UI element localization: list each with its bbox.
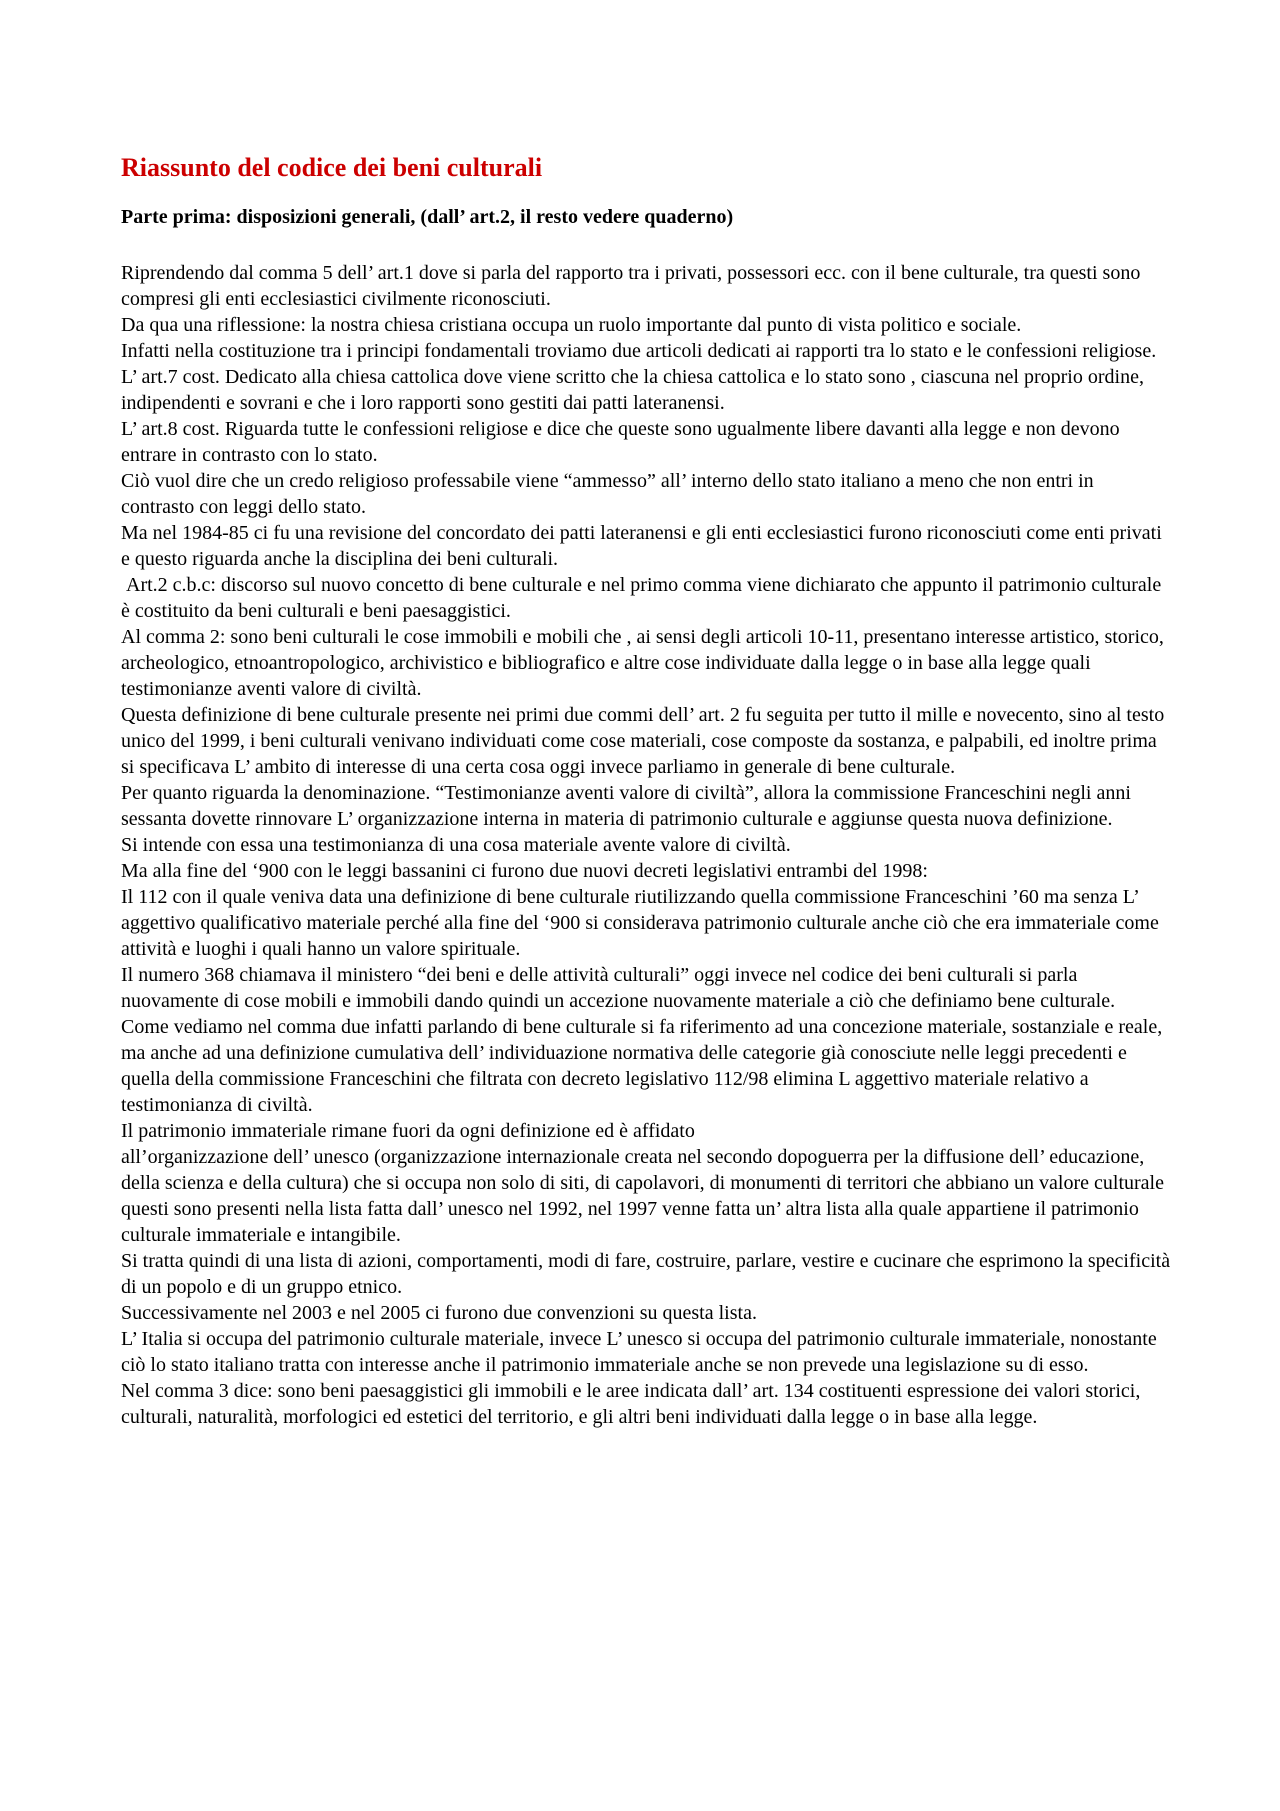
paragraph: Il patrimonio immateriale rimane fuori da ogni definizione ed è affidato <box>121 1120 695 1142</box>
paragraph: Al comma 2: sono beni culturali le cose immobili e mobili che , ai sensi degli articoli 10-11, presentano interesse artistico, storico, archeologico, etnoantropologico, archivistico e bibliografico e altre cose individuate dalla legge o in base alla legge quali testimonianze aventi valore di civiltà. <box>121 626 1164 700</box>
paragraph: Ma alla fine del ‘900 con le leggi bassanini ci furono due nuovi decreti legislativi entrambi del 1998: <box>121 860 928 882</box>
paragraph: Questa definizione di bene culturale presente nei primi due commi dell’ art. 2 fu seguita per tutto il mille e novecento, sino al testo unico del 1999, i beni culturali venivano individuati come cose materiali, cose composte da sostanza, e palpabili, ed inoltre prima si specificava L’ ambito di interesse di una certa cosa oggi invece parliamo in generale di bene culturale. <box>121 704 1165 778</box>
paragraph: Per quanto riguarda la denominazione. “Testimonianze aventi valore di civiltà”, allora la commissione Franceschini negli anni sessanta dovette rinnovare L’ organizzazione interna in materia di patrimonio culturale e aggiunse questa nuova definizione. <box>121 782 1131 830</box>
paragraph: Infatti nella costituzione tra i principi fondamentali troviamo due articoli dedicati ai rapporti tra lo stato e le confessioni religiose. <box>121 340 1157 362</box>
paragraph: Ciò vuol dire che un credo religioso professabile viene “ammesso” all’ interno dello stato italiano a meno che non entri in contrasto con leggi dello stato. <box>121 470 1094 518</box>
paragraph: Il 112 con il quale veniva data una definizione di bene culturale riutilizzando quella commissione Franceschini ’60 ma senza L’ aggettivo qualificativo materiale perché alla fine del ‘900 si considerava patrimonio culturale anche ciò che era immateriale come attività e luoghi i quali hanno un valore spirituale. <box>121 886 1159 960</box>
paragraph: Ma nel 1984-85 ci fu una revisione del concordato dei patti lateranensi e gli enti ecclesiastici furono riconosciuti come enti privati e questo riguarda anche la disciplina dei beni culturali. <box>121 522 1162 570</box>
paragraph: Riprendendo dal comma 5 dell’ art.1 dove si parla del rapporto tra i privati, possessori ecc. con il bene culturale, tra questi sono compresi gli enti ecclesiastici civilmente riconosciuti. <box>121 262 1141 310</box>
paragraph: Si tratta quindi di una lista di azioni, comportamenti, modi di fare, costruire, parlare, vestire e cucinare che esprimono la specificità di un popolo e di un gruppo etnico. <box>121 1250 1171 1298</box>
paragraph: L’ art.8 cost. Riguarda tutte le confessioni religiose e dice che queste sono ugualmente libere davanti alla legge e non devono entrare in contrasto con lo stato. <box>121 418 1120 466</box>
paragraph: Nel comma 3 dice: sono beni paesaggistici gli immobili e le aree indicata dall’ art. 134 costituenti espressione dei valori storici, culturali, naturalità, morfologici ed estetici del territorio, e gli altri beni individuati dalla legge o in base alla legge. <box>121 1380 1141 1428</box>
paragraph: L’ Italia si occupa del patrimonio culturale materiale, invece L’ unesco si occupa del patrimonio culturale immateriale, nonostante ciò lo stato italiano tratta con interesse anche il patrimonio immateriale anche se non prevede una legislazione su di esso. <box>121 1328 1157 1376</box>
paragraph: Il numero 368 chiamava il ministero “dei beni e delle attività culturali” oggi invece nel codice dei beni culturali si parla nuovamente di cose mobili e immobili dando quindi un accezione nuovamente materiale a ciò che definiamo bene culturale. <box>121 964 1116 1012</box>
document-body <box>121 152 1171 1430</box>
paragraph: Successivamente nel 2003 e nel 2005 ci furono due convenzioni su questa lista. <box>121 1302 757 1324</box>
paragraph: all’organizzazione dell’ unesco (organizzazione internazionale creata nel secondo dopoguerra per la diffusione dell’ educazione, della scienza e della cultura) che si occupa non solo di siti, di capolavori, di monumenti di territori che abbiano un valore culturale questi sono presenti nella lista fatta dall’ unesco nel 1992, nel 1997 venne fatta un’ altra lista alla quale appartiene il patrimonio culturale immateriale e intangibile. <box>121 1146 1164 1246</box>
paragraph: Come vediamo nel comma due infatti parlando di bene culturale si fa riferimento ad una concezione materiale, sostanziale e reale, ma anche ad una definizione cumulativa dell’ individuazione normativa delle categorie già conosciute nelle leggi precedenti e quella della commissione Franceschini che filtrata con decreto legislativo 112/98 elimina L aggettivo materiale relativo a testimonianza di civiltà. <box>121 1016 1163 1116</box>
document-text <box>121 260 1171 1430</box>
paragraph: L’ art.7 cost. Dedicato alla chiesa cattolica dove viene scritto che la chiesa cattolica e lo stato sono , ciascuna nel proprio ordine, indipendenti e sovrani e che i loro rapporti sono gestiti dai patti lateranensi. <box>121 366 1144 414</box>
document-title: Riassunto del codice dei beni culturali <box>121 153 543 182</box>
paragraph: Art.2 c.b.c: discorso sul nuovo concetto di bene culturale e nel primo comma viene dichiarato che appunto il patrimonio culturale è costituito da beni culturali e beni paesaggistici. <box>121 574 1167 622</box>
paragraph: Si intende con essa una testimonianza di una cosa materiale avente valore di civiltà. <box>121 834 791 856</box>
paragraph: Da qua una riflessione: la nostra chiesa cristiana occupa un ruolo importante dal punto di vista politico e sociale. <box>121 314 1022 336</box>
document-subtitle: Parte prima: disposizioni generali, (dall’ art.2, il resto vedere quaderno) <box>121 206 734 228</box>
